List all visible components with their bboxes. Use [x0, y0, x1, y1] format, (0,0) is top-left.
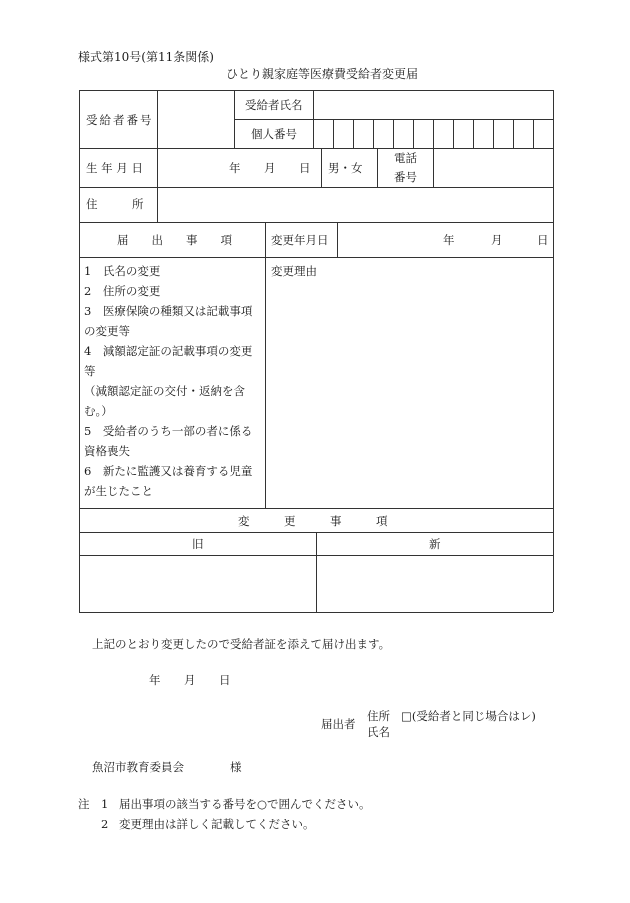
list-item: 4 減額認定証の記載事項の変更 [84, 344, 253, 358]
honorific: 様 [230, 760, 242, 774]
personal-number-label: 個人番号 [251, 127, 297, 141]
recipient-number-label: 受給者番号 [86, 113, 154, 127]
change-month-label: 月 [491, 233, 503, 247]
addressee: 魚沼市教育委員会 [92, 760, 184, 774]
change-date-label: 変更年月日 [271, 233, 329, 247]
list-item: （減額認定証の交付・返納を含 [84, 384, 245, 398]
list-item: 3 医療保険の種類又は記載事項 [84, 304, 253, 318]
note-2-number: 2 [101, 817, 109, 831]
notifier-label: 届出者 [321, 717, 356, 731]
change-reason-label: 変更理由 [271, 264, 317, 278]
list-item: 1 氏名の変更 [84, 264, 161, 278]
note-1: 届出事項の該当する番号を○で囲んでください。 [119, 797, 371, 811]
change-day-label: 日 [537, 233, 549, 247]
date-month-label: 月 [184, 673, 196, 687]
note-2: 変更理由は詳しく記載してください。 [119, 817, 315, 831]
list-item: 6 新たに監護又は養育する児童 [84, 464, 253, 478]
same-as-recipient-note: □(受給者と同じ場合はレ) [401, 709, 536, 723]
birth-day-label: 日 [299, 161, 311, 175]
date-year-label: 年 [149, 673, 161, 687]
list-item: 等 [84, 364, 96, 378]
note-1-number: 1 [101, 797, 109, 811]
form-number: 様式第10号(第11条関係) [78, 50, 214, 64]
gender-label: 男・女 [328, 161, 363, 175]
phone-label-line2: 番号 [394, 170, 417, 184]
recipient-name-label: 受給者氏名 [245, 98, 303, 112]
address-label-1: 住 [86, 197, 98, 211]
list-item: 5 受給者のうち一部の者に係る [84, 424, 253, 438]
form-title: ひとり親家庭等医療費受給者変更届 [226, 67, 419, 81]
change-details-label: 変 更 事 項 [238, 514, 388, 528]
change-year-label: 年 [443, 233, 455, 247]
notifier-address-label: 住所 [367, 709, 390, 723]
birth-month-label: 月 [264, 161, 276, 175]
date-day-label: 日 [219, 673, 231, 687]
list-item: む。） [84, 404, 113, 418]
notes-prefix: 注 [78, 797, 90, 811]
notification-items-label: 届 出 事 項 [117, 233, 232, 247]
statement-text: 上記のとおり変更したので受給者証を添えて届け出ます。 [92, 637, 391, 651]
list-item: が生じたこと [84, 484, 153, 498]
list-item: 資格喪失 [84, 444, 130, 458]
address-label-2: 所 [132, 197, 144, 211]
phone-label-line1: 電話 [394, 151, 417, 165]
birth-year-label: 年 [229, 161, 241, 175]
notifier-name-label: 氏名 [367, 725, 390, 739]
new-label: 新 [429, 537, 441, 551]
old-label: 旧 [192, 537, 204, 551]
list-item: の変更等 [84, 324, 130, 338]
list-item: 2 住所の変更 [84, 284, 161, 298]
birthdate-label: 生 年 月 日 [86, 161, 143, 175]
